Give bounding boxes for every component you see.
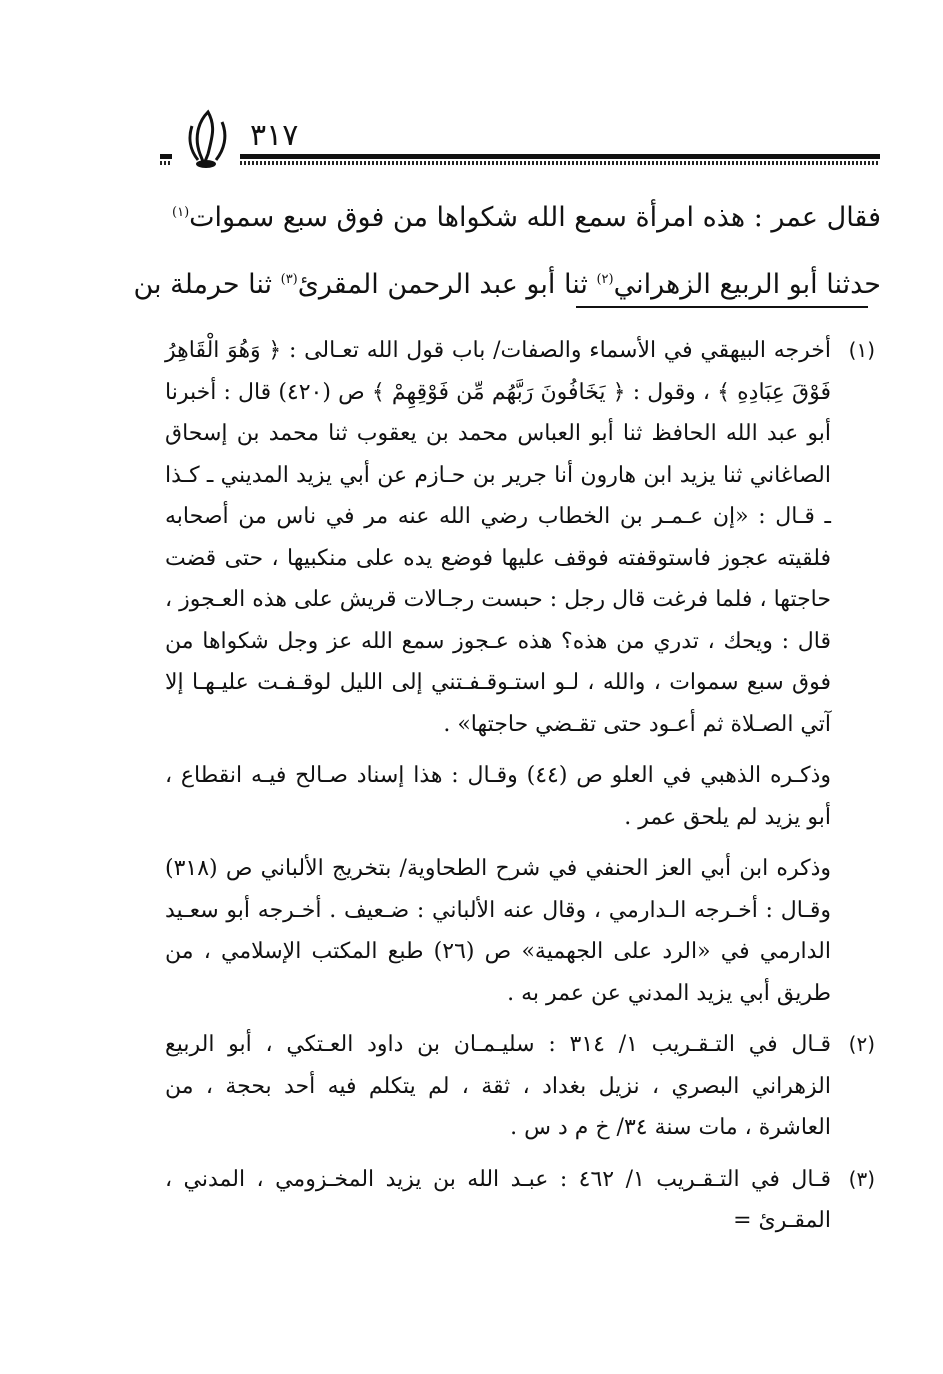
header-rule-dots [240, 161, 880, 165]
main-line-2-part-c: ثنا حرملة بن [133, 269, 281, 300]
footnote-number: (٢) [848, 1032, 875, 1056]
footnote-paragraph: وذكـره الذهبي في العلو ص (٤٤) وقـال : هذا إسناد صـالح فيـه انقطاع ، أبو يزيد لم يلحق عمر . [165, 763, 831, 830]
footnote-separator [576, 306, 868, 308]
footnote-paragraph: أخرجه البيهقي في الأسماء والصفات/ باب قول الله تعـالى : ﴿ وَهُوَ الْقَاهِرُ فَوْقَ عِبَادِهِ ﴾ ، وقول : ﴿ يَخَافُونَ رَبَّهُم مِّن فَوْقِهِمْ ﴾ ص (٤٢٠) قال : أخبرنا أبو عبد الله الحافظ ثنا أبو العباس محمد بن يعقوب ثنا محمد بن إسحاق الصاغاني ثنا يزيد ابن هارون أنا جرير بن حـازم عن أبي يزيد المديني ـ كـذا ـ قـال : «إن عـمـر بن الخطاب رضي الله عنه مر في ناس من أصحابه فلقيته عجوز فاستوقفته فوقف عليها فوضع يده على منكبيها ، حتى قضت حاجتها ، فلما فرغت قال رجل : حبست رجـالات قريش على هذه العـجوز ، قال : ويحك ، تدري من هذه؟ هذه عـجوز سمع الله عز وجل شكواها من فوق سبع سموات ، والله ، لـو استـوقـفـتني إلى الليل لوقـفـت عليـهـا إلا آتي الصـلاة ثم أعـود حتى تقـضي حاجتها» . [165, 338, 831, 737]
footnote-3 [165, 1159, 875, 1242]
footnote-2 [165, 1024, 875, 1149]
main-line-2-part-a: حدثنا أبو الربيع الزهراني [613, 269, 881, 300]
footnote-1 [165, 330, 875, 1014]
main-line-1 [161, 182, 881, 249]
footnotes [165, 330, 875, 1252]
footnote-ref-3: (٣) [280, 272, 298, 287]
footnote-ref-1: (١) [172, 205, 190, 220]
footnote-paragraph: وذكره ابن أبي العز الحنفي في شرح الطحاوية/ بتخريج الألباني ص (٣١٨) وقـال : أخـرجه الـدارمي ، وقال عنه الألباني : ضـعيف . أخـرجه أبو سعـيد الدارمي في «الرد على الجهمية» ص (٢٦) طبع المكتب الإسلامي ، من طريق أبي يزيد المدني عن عمر به . [165, 856, 831, 1006]
quill-logo-icon [178, 108, 238, 170]
header-rule-left [160, 154, 172, 159]
footnote-number: (١) [848, 338, 875, 362]
header-rule [240, 154, 880, 159]
page-header [160, 108, 880, 168]
footnote-paragraph: قـال في التـقـريب ١/ ٤٦٢ : عبـد الله بن يزيد المخـزومي ، المدني ، المقـرئ = [165, 1166, 831, 1233]
page-number: ٣١٧ [250, 118, 299, 153]
footnote-ref-2: (٢) [596, 272, 614, 287]
main-line-2-part-b: ثنا أبو عبد الرحمن المقرئ [297, 269, 597, 300]
main-text [133, 182, 881, 316]
header-rule-left-dots [160, 161, 172, 165]
footnote-number: (٣) [848, 1166, 875, 1191]
footnote-paragraph: قـال في التـقـريب ١/ ٣١٤ : سليـمـان بن داود العـتكي ، أبو الربيع الزهراني البصري ، نزيل بغداد ، ثقة ، لم يتكلم فيه أحد بحجة ، من العاشرة ، مات سنة ٣٤/ خ م د س . [165, 1032, 831, 1140]
main-line-1-text: فقال عمر : هذه امرأة سمع الله شكواها من فوق سبع سموات [189, 202, 881, 233]
